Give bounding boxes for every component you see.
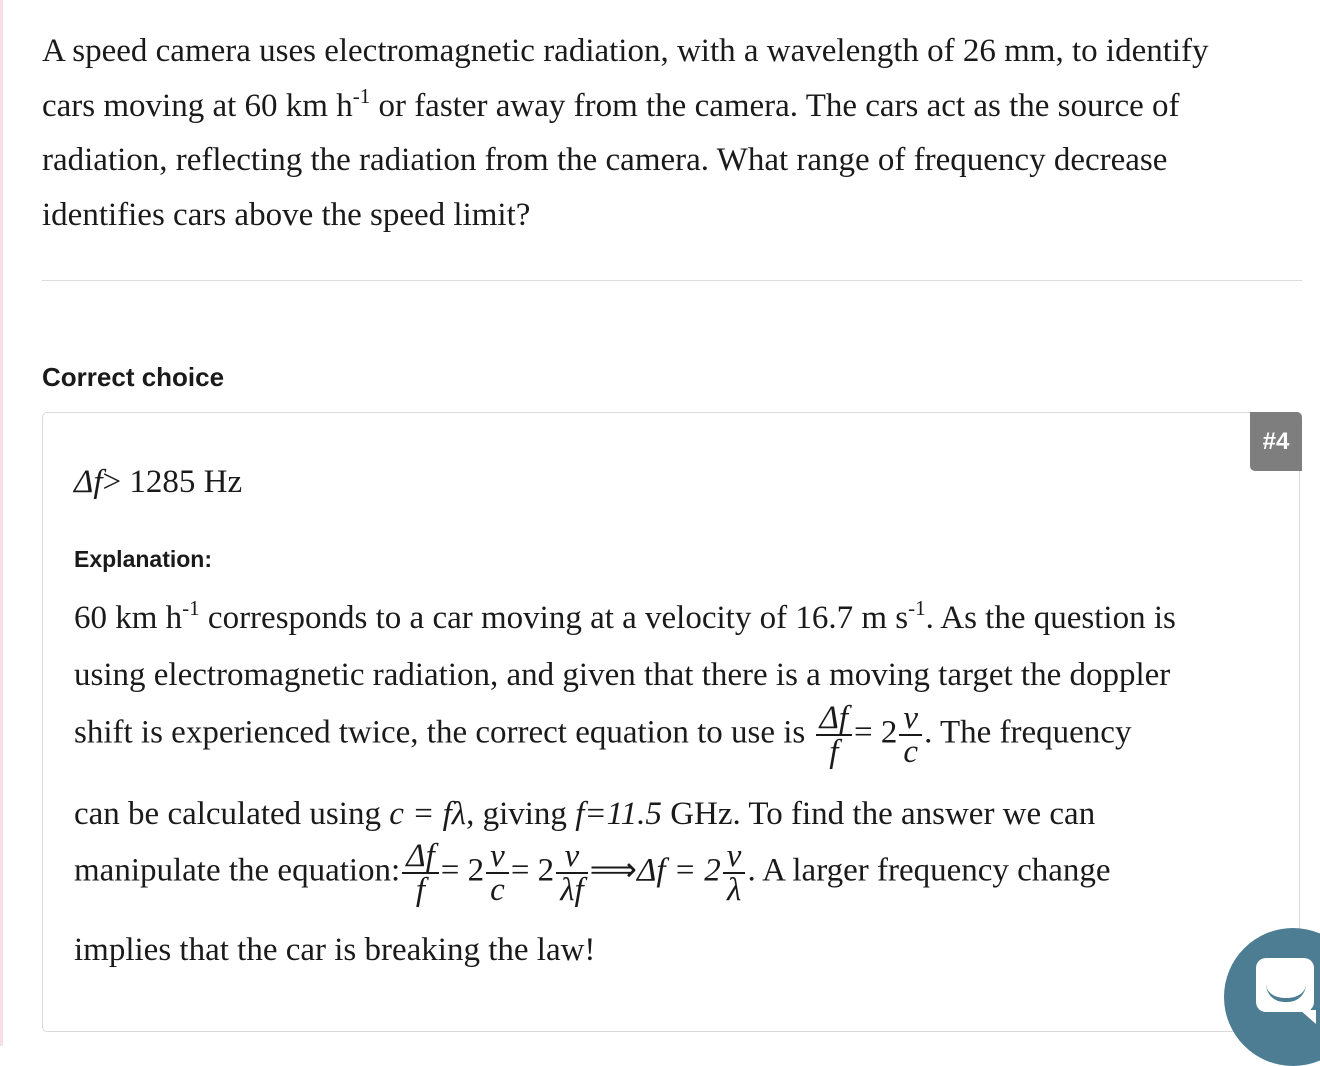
answer-text: Δf> 1285 Hz xyxy=(74,464,243,500)
fraction-v-over-lambda: $\frac{v}{\lambda}$ xyxy=(723,840,746,906)
explanation-line-3: shift is experienced twice, the correct equation to use is $\frac{\Delta f}{f}$ = 2 $\frac{v}{c}$ . The frequency xyxy=(74,700,1132,770)
correct-choice-heading: Correct choice xyxy=(42,362,225,392)
fraction-v-over-c: $\frac{v}{c}$ xyxy=(899,702,922,768)
fraction-df-over-f: $\frac{\Delta f}{f}$ xyxy=(816,702,853,768)
left-edge-accent xyxy=(0,0,3,1046)
choice-number-badge: #4 xyxy=(1250,412,1302,471)
previous-heading-cut xyxy=(42,0,142,4)
question-line-4: identifies cars above the speed limit? xyxy=(42,196,531,233)
fraction-v-over-lambda-f: $\frac{v}{\lambda f}$ xyxy=(556,840,587,906)
fraction-v-over-c-2: $\frac{v}{c}$ xyxy=(486,840,509,906)
explanation-label: Explanation: xyxy=(74,546,213,572)
fraction-df-over-f-2: $\frac{\Delta f}{f}$ xyxy=(402,840,439,906)
explanation-line-4: can be calculated using c = fλ, giving f=11.5 GHz. To find the answer we can xyxy=(74,796,1096,832)
explanation-line-1: 60 km $h^{-1}$ corresponds to a car moving at a velocity of 16.7 m $s^{-1}$. As the question is xyxy=(74,596,1176,636)
implies-arrow: ⟹ xyxy=(589,852,637,889)
explanation-line-2: using electromagnetic radiation, and given that there is a moving target the doppler xyxy=(74,657,1171,693)
divider xyxy=(42,280,1302,281)
question-line-2: cars moving at 60 km $h^{-1}$ or faster away from the camera. The cars act as the source of xyxy=(42,83,1180,124)
question-line-3: radiation, reflecting the radiation from the camera. What range of frequency decrease xyxy=(42,142,1168,178)
explanation-line-5: manipulate the equation: $\frac{\Delta f}{f}$ = 2 $\frac{v}{c}$ = 2 $\frac{v}{\lambda f}$ ⟹Δf = 2 $\frac{v}{\lambda}$ . A larger frequency change xyxy=(74,838,1111,908)
question-text xyxy=(42,24,1282,242)
explanation-line-6: implies that the car is breaking the law! xyxy=(74,932,596,968)
question-line-1: A speed camera uses electromagnetic radiation, with a wavelength of 26 mm, to identify xyxy=(42,33,1209,69)
